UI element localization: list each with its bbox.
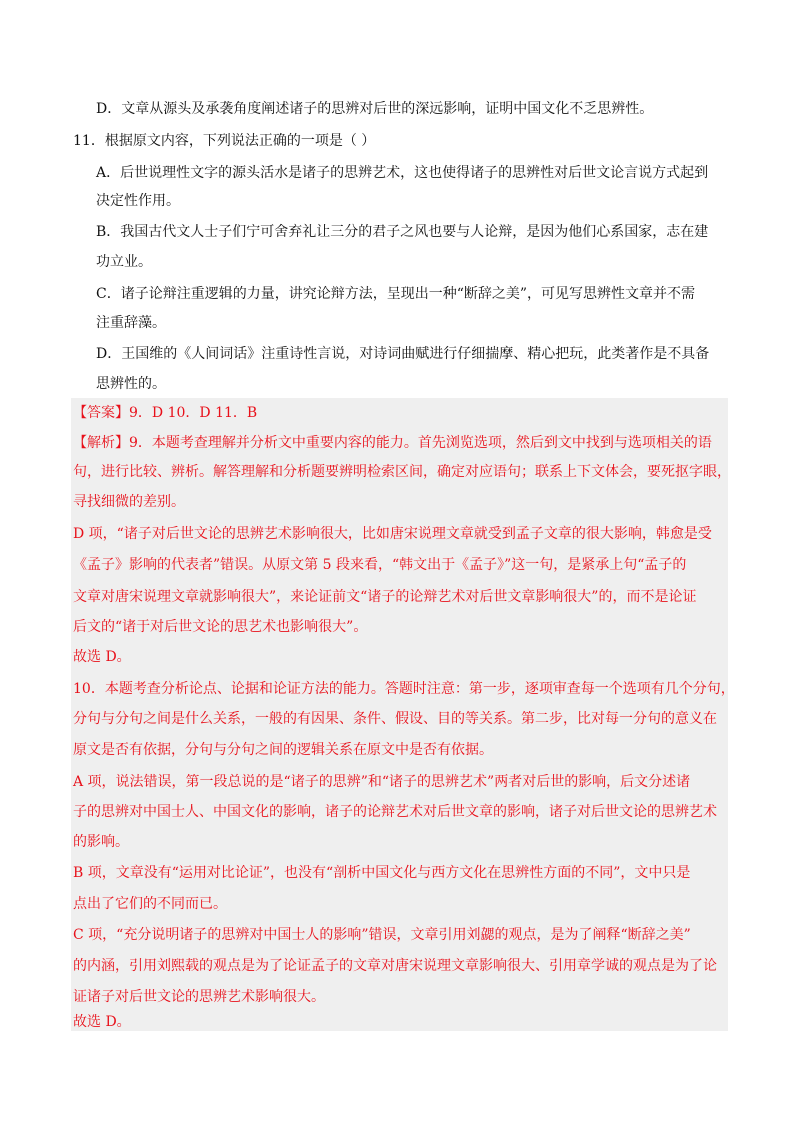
analysis-line: D 项，“诸子对后世文论的思辨艺术影响很大，比如唐宋说理文章就受到孟子文章的很大影响，韩愈是受: [73, 526, 712, 542]
analysis-line: 【解析】9．本题考查理解并分析文中重要内容的能力。首先浏览选项，然后到文中找到与选项相关的语: [73, 435, 712, 451]
analysis-line: 故选 D。: [73, 649, 131, 665]
analysis-line: 故选 D。: [73, 1014, 131, 1030]
option-b-line-1: B．我国古代文人士子们宁可舍弃礼让三分的君子之风也要与人论辩，是因为他们心系国家，志在建: [96, 224, 709, 240]
analysis-line: 分句与分句之间是什么关系，一般的有因果、条件、假设、目的等关系。第二步，比对每一分句的意义在: [73, 711, 717, 727]
answer-line: 【答案】9．D 10．D 11．B: [73, 405, 258, 421]
analysis-line: C 项，“充分说明诸子的思辨对中国士人的影响”错误，文章引用刘勰的观点，是为了阐释“断辞之美”: [73, 927, 691, 943]
analysis-line: 的内涵，引用刘熙载的观点是为了论证孟子的文章对唐宋说理文章影响很大、引用章学诚的观点是为了论: [73, 958, 717, 974]
option-c-line-1: C．诸子论辩注重逻辑的力量，讲究论辩方法，呈现出一种“断辞之美”，可见写思辨性文章并不需: [96, 286, 696, 302]
question-11-stem: 11．根据原文内容，下列说法正确的一项是（ ）: [73, 133, 376, 149]
analysis-line: 点出了它们的不同而已。: [73, 896, 227, 912]
option-b-line-2: 功立业。: [96, 254, 152, 270]
option-c-line-2: 注重辞藻。: [96, 315, 166, 331]
analysis-line: 文章对唐宋说理文章就影响很大”，来论证前文“诸子的论辩艺术对后世文章影响很大”的，而不是论证: [73, 589, 697, 605]
analysis-line: 证诸子对后世文论的思辨艺术影响很大。: [73, 989, 325, 1005]
analysis-line: 10．本题考查分析论点、论据和论证方法的能力。答题时注意：第一步，逐项审查每一个选项有几个分句，: [73, 681, 735, 697]
analysis-line: 原文是否有依据，分句与分句之间的逻辑关系在原文中是否有依据。: [73, 742, 493, 758]
option-a-line-1: A．后世说理性文字的源头活水是诸子的思辨艺术，这也使得诸子的思辨性对后世文论言说方式起到: [96, 165, 709, 181]
analysis-line: 子的思辨对中国士人、中国文化的影响，诸子的论辩艺术对后世文章的影响，诸子对后世文论的思辨艺术: [73, 804, 717, 820]
option-d-line-2: 思辨性的。: [96, 376, 166, 392]
analysis-line: 寻找细微的差别。: [73, 494, 185, 510]
option-a-line-2: 决定性作用。: [96, 193, 180, 209]
option-d-previous-question: D．文章从源头及承袭角度阐述诸子的思辨对后世的深远影响，证明中国文化不乏思辨性。: [96, 101, 654, 117]
analysis-line: B 项，文章没有“运用对比论证”，也没有“剖析中国文化与西方文化在思辨性方面的不同”，文中只是: [73, 865, 691, 881]
analysis-line: 的影响。: [73, 834, 129, 850]
analysis-line: 句，进行比较、辨析。解答理解和分析题要辨明检索区间，确定对应语句；联系上下文体会，要死抠字眼，: [73, 464, 731, 480]
analysis-line: 后文的“诸于对后世文论的思艺术也影响很大”。: [73, 619, 368, 635]
analysis-line: A 项，说法错误，第一段总说的是“诸子的思辨”和“诸子的思辨艺术”两者对后世的影响，后文分述诸: [73, 774, 691, 790]
option-d-line-1: D．王国维的《人间词话》注重诗性言说，对诗词曲赋进行仔细揣摩、精心把玩，此类著作是不具备: [96, 346, 710, 362]
analysis-line: 《孟子》影响的代表者”错误。从原文第 5 段来看，“韩文出于《孟子》”这一句，是紧承上句“孟子的: [73, 557, 687, 573]
